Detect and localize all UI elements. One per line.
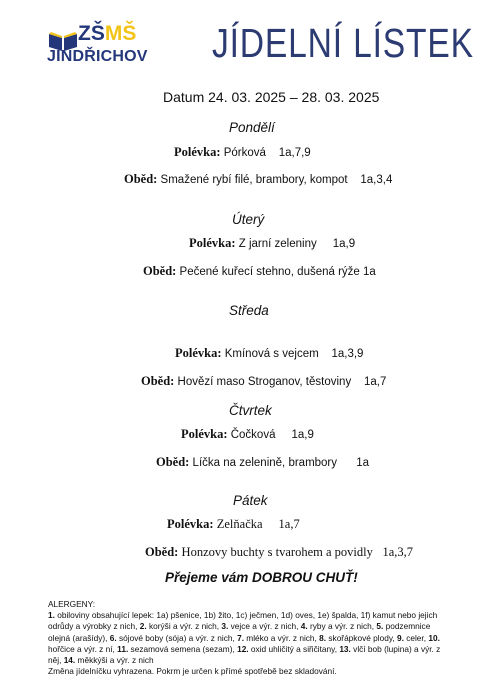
soup-name: Kmínová s vejcem	[224, 348, 319, 360]
lunch-name: Pečené kuřecí stehno, dušená rýže	[179, 266, 360, 278]
allergen-text: sezamová semena (sezam),	[128, 643, 238, 654]
allergen-text: korýši a výr. z nich,	[146, 621, 222, 632]
allergen-number: 11.	[117, 643, 129, 654]
soup-allergens: 1a,9	[332, 238, 356, 250]
soup-name: Z jarní zeleniny	[238, 238, 317, 250]
soup-label: Polévka:	[189, 236, 236, 250]
allergen-number: 12.	[237, 643, 249, 654]
allergen-text: vlčí bob (lupina) a výr. z něj,	[48, 643, 441, 666]
lunch-name: Smažené rybí filé, brambory, kompot	[160, 174, 348, 186]
soup-line	[167, 517, 300, 532]
allergen-list	[48, 610, 453, 666]
lunch-line	[141, 374, 386, 389]
closing-wish: Přejeme vám DOBROU CHUŤ!	[165, 570, 358, 585]
soup-allergens: 1a,7	[278, 517, 300, 531]
lunch-allergens: 1a,7	[363, 376, 387, 388]
soup-label: Polévka:	[167, 517, 214, 531]
day-heading: Úterý	[232, 212, 265, 227]
allergen-text: podzemnice olejná (arašídy),	[48, 621, 431, 643]
allergen-number: 13.	[339, 643, 351, 654]
lunch-label: Oběd:	[141, 374, 175, 388]
allergen-text: celer,	[403, 632, 429, 643]
lunch-label: Oběd:	[145, 545, 179, 559]
lunch-line	[156, 455, 369, 470]
soup-line	[181, 427, 314, 442]
allergen-number: 2.	[139, 621, 147, 632]
soup-line	[174, 145, 311, 160]
allergen-heading: ALERGENY:	[48, 599, 96, 609]
soup-line	[175, 346, 363, 361]
soup-line	[189, 236, 355, 251]
logo-zs: ZŠ	[78, 22, 105, 45]
allergen-number: 6.	[109, 632, 117, 643]
lunch-name: Hovězí maso Stroganov, těstoviny	[177, 376, 352, 388]
soup-label: Polévka:	[175, 346, 222, 360]
day-heading: Pondělí	[229, 120, 275, 135]
allergen-legend	[48, 599, 453, 677]
school-logo-text	[78, 22, 136, 46]
lunch-name: Líčka na zelenině, brambory	[192, 457, 338, 469]
day-heading: Pátek	[233, 493, 268, 508]
allergen-number: 1.	[48, 610, 55, 621]
soup-allergens: 1a,9	[291, 429, 314, 441]
allergen-text: skořápkové plody,	[326, 632, 397, 643]
lunch-allergens: 1a,3,4	[360, 174, 393, 186]
allergen-number: 5.	[376, 621, 384, 632]
allergen-number: 10.	[428, 632, 440, 643]
allergen-text: ryby a výr. z nich,	[307, 621, 377, 632]
allergen-text: vejce a výr. z nich,	[228, 621, 301, 632]
soup-label: Polévka:	[174, 145, 221, 159]
logo-ms: MŠ	[104, 22, 137, 45]
soup-name: Pórková	[223, 147, 266, 159]
soup-label: Polévka:	[181, 427, 228, 441]
soup-name: Zelňačka	[216, 517, 263, 531]
allergen-note: Změna jídelníčku vyhrazena. Pokrm je určen k přímé spotřebě bez skladování.	[48, 666, 337, 677]
allergen-text: obiloviny obsahující lepek: 1a) pšenice, 1b) žito, 1c) ječmen, 1d) oves, 1e) špalda, 1f) kamut nebo jejich odrůdy a výrobky z nich,	[48, 610, 438, 632]
allergen-text: oxid uhličitý a siřičitany,	[248, 643, 340, 654]
soup-name: Čočková	[230, 429, 276, 441]
lunch-line	[145, 545, 413, 560]
allergen-text: hořčice a výr. z ní,	[48, 643, 118, 654]
lunch-allergens: 1a	[356, 457, 369, 469]
soup-allergens: 1a,7,9	[278, 147, 311, 159]
allergen-number: 14.	[63, 655, 76, 666]
lunch-label: Oběd:	[156, 455, 190, 469]
date-range: Datum 24. 03. 2025 – 28. 03. 2025	[163, 89, 380, 105]
allergen-number: 7.	[237, 632, 244, 643]
lunch-line	[124, 172, 392, 187]
lunch-label: Oběd:	[124, 172, 158, 186]
lunch-line	[143, 264, 376, 279]
allergen-text: mléko a výr. z nich,	[244, 632, 320, 643]
lunch-label: Oběd:	[143, 264, 177, 278]
day-heading: Čtvrtek	[229, 403, 272, 418]
page-title: JÍDELNÍ LÍSTEK	[212, 20, 474, 66]
soup-allergens: 1a,3,9	[331, 348, 364, 360]
allergen-number: 9.	[396, 632, 404, 643]
lunch-allergens: 1a	[363, 266, 376, 278]
allergen-number: 8.	[319, 632, 327, 643]
logo-town: JINDŘICHOV	[47, 48, 148, 65]
lunch-name: Honzovy buchty s tvarohem a povidly	[181, 545, 373, 559]
allergen-text: sójové boby (sója) a výr. z nich,	[116, 632, 238, 643]
allergen-number: 4.	[300, 621, 308, 632]
allergen-number: 3.	[221, 621, 229, 632]
lunch-allergens: 1a,3,7	[382, 545, 413, 559]
day-heading: Středa	[229, 303, 269, 318]
allergen-text: měkkýši a výr. z nich	[75, 655, 154, 666]
